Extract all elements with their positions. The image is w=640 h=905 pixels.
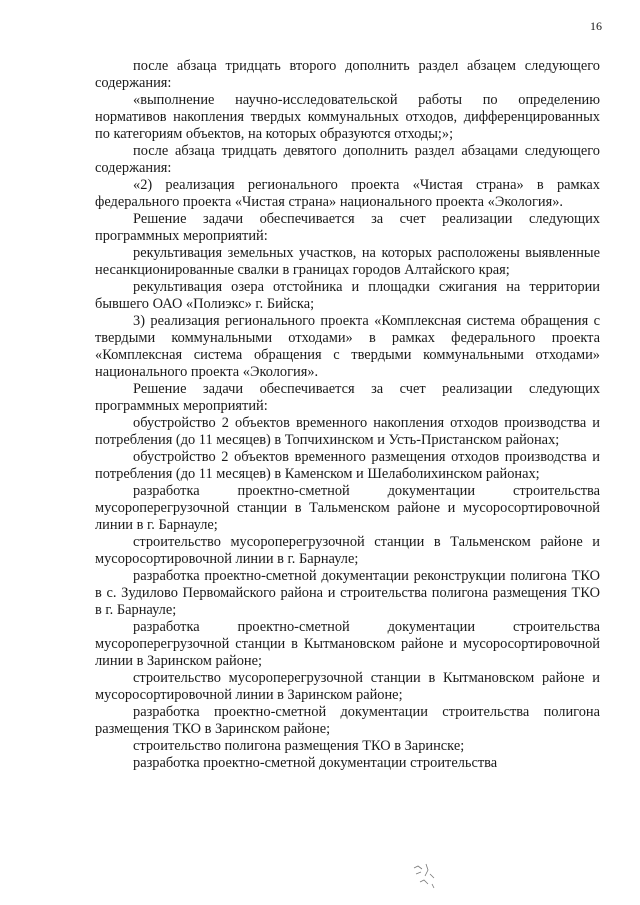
paragraph: строительство полигона размещения ТКО в Заринске; — [133, 738, 465, 754]
paragraph: после абзаца тридцать девятого дополнить раздел абзацами следующего содержания: — [95, 143, 600, 176]
paragraph: 3) реализация регионального проекта «Комплексная система обращения с твердыми коммунальными отходами» в рамках федерального проекта «Комплексная система обращения с твердыми коммунальными отходами» национального проекта «Экология». — [95, 313, 600, 380]
paragraph: обустройство 2 объектов временного размещения отходов производства и потребления (до 11 месяцев) в Каменском и Шелаболихинском районах; — [95, 449, 600, 482]
paragraph: рекультивация озера отстойника и площадки сжигания на территории бывшего ОАО «Полиэкс» г. Бийска; — [95, 279, 600, 312]
paragraph: разработка проектно-сметной документации строительства мусороперегрузочной станции в Кытмановском районе и мусоросортировочной линии в Заринском районе; — [95, 619, 600, 669]
paragraph: Решение задачи обеспечивается за счет реализации следующих программных мероприятий: — [95, 211, 600, 244]
page-number: 16 — [590, 19, 602, 33]
paragraph: Решение задачи обеспечивается за счет реализации следующих программных мероприятий: — [95, 381, 600, 414]
paragraph: после абзаца тридцать второго дополнить раздел абзацем следующего содержания: — [95, 58, 600, 91]
paragraph: разработка проектно-сметной документации строительства мусороперегрузочной станции в Тальменском районе и мусоросортировочной линии в г. Барнауле; — [95, 483, 600, 533]
paragraph: строительство мусороперегрузочной станции в Тальменском районе и мусоросортировочной линии в г. Барнауле; — [95, 534, 600, 567]
paragraph: разработка проектно-сметной документации реконструкции полигона ТКО в с. Зудилово Первомайского района и строительства полигона размещения ТКО в г. Барнауле; — [95, 568, 600, 618]
paragraph: разработка проектно-сметной документации строительства — [133, 755, 498, 771]
paragraph: разработка проектно-сметной документации строительства полигона размещения ТКО в Заринском районе; — [95, 704, 600, 737]
scan-mark-icon — [408, 858, 442, 892]
paragraph: строительство мусороперегрузочной станции в Кытмановском районе и мусоросортировочной линии в Заринском районе; — [95, 670, 600, 703]
paragraph: рекультивация земельных участков, на которых расположены выявленные несанкционированные свалки в границах городов Алтайского края; — [95, 245, 600, 278]
paragraph: обустройство 2 объектов временного накопления отходов производства и потребления (до 11 месяцев) в Топчихинском и Усть-Пристанском районах; — [95, 415, 600, 448]
paragraph: «2) реализация регионального проекта «Чистая страна» в рамках федерального проекта «Чистая страна» национального проекта «Экология». — [95, 177, 600, 210]
paragraph: «выполнение научно-исследовательской работы по определению нормативов накопления твердых коммунальных отходов, дифференцированных по категориям объектов, на которых образуются отходы;»; — [95, 92, 600, 142]
document-body — [95, 58, 600, 772]
